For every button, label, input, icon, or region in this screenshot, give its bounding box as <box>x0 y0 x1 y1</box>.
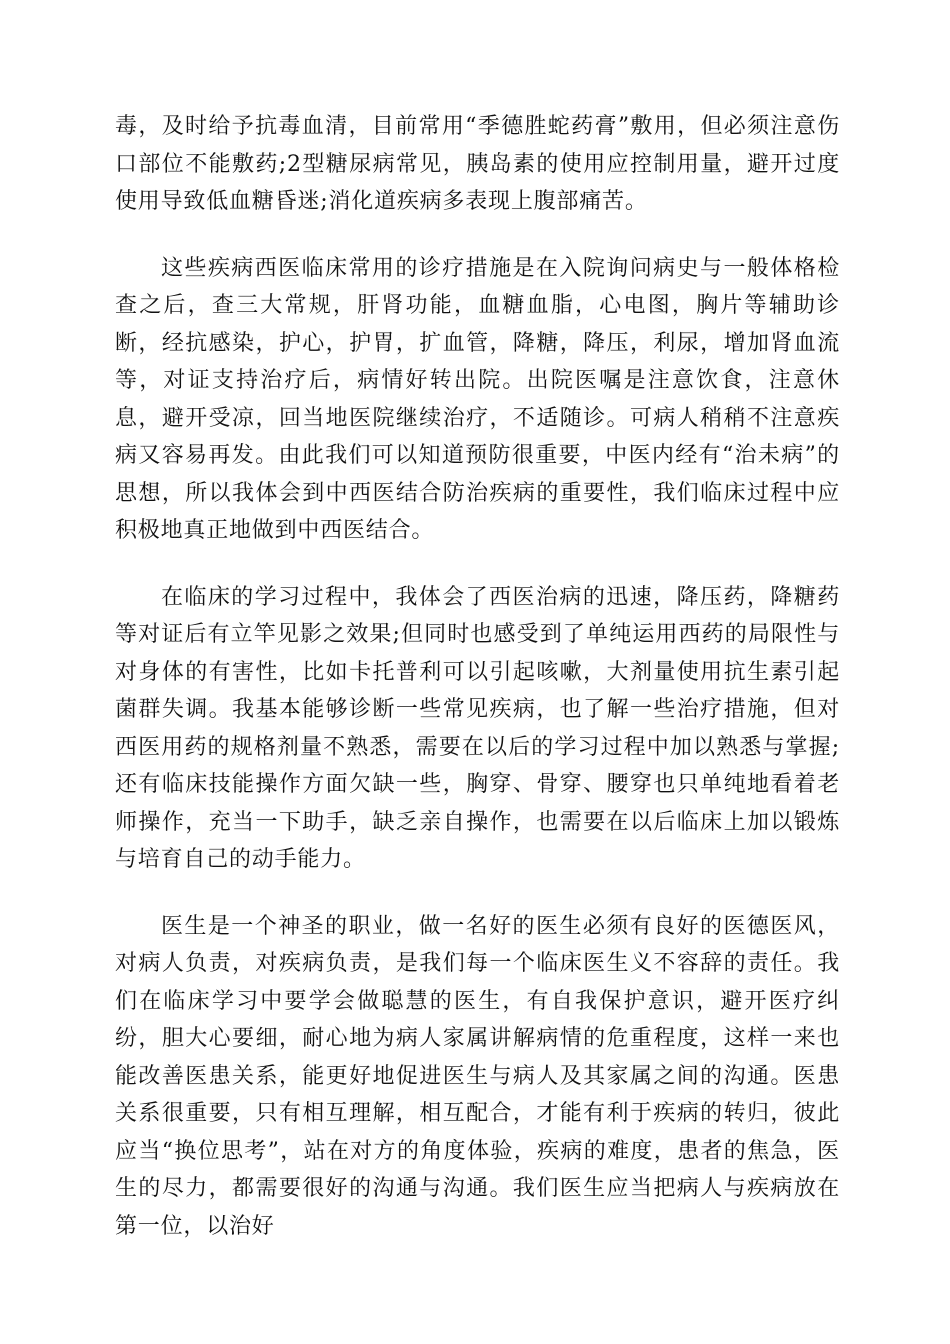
paragraph-3: 在临床的学习过程中，我体会了西医治病的迅速，降压药，降糖药等对证后有立竿见影之效果;但同时也感受到了单纯运用西药的局限性与对身体的有害性，比如卡托普利可以引起咳嗽，大剂量使用抗生素引起菌群失调。我基本能够诊断一些常见疾病，也了解一些治疗措施，但对西医用药的规格剂量不熟悉，需要在以后的学习过程中加以熟悉与掌握;还有临床技能操作方面欠缺一些，胸穿、骨穿、腰穿也只单纯地看着老师操作，充当一下助手，缺乏亲自操作，也需要在以后临床上加以锻炼与培育自己的动手能力。 <box>115 584 840 872</box>
paragraph-1: 毒，及时给予抗毒血清，目前常用“季德胜蛇药膏”敷用，但必须注意伤口部位不能敷药;2型糖尿病常见，胰岛素的使用应控制用量，避开过度使用导致低血糖昏迷;消化道疾病多表现上腹部痛苦。 <box>115 114 840 214</box>
paragraph-2: 这些疾病西医临床常用的诊疗措施是在入院询问病史与一般体格检查之后，查三大常规，肝肾功能，血糖血脂，心电图，胸片等辅助诊断，经抗感染，护心，护胃，扩血管，降糖，降压，利尿，增加肾血流等，对证支持治疗后，病情好转出院。出院医嘱是注意饮食，注意休息，避开受凉，回当地医院继续治疗，不适随诊。可病人稍稍不注意疾病又容易再发。由此我们可以知道预防很重要，中医内经有“治未病”的思想，所以我体会到中西医结合防治疾病的重要性，我们临床过程中应积极地真正地做到中西医结合。 <box>115 255 840 543</box>
paragraph-4: 医生是一个神圣的职业，做一名好的医生必须有良好的医德医风，对病人负责，对疾病负责，是我们每一个临床医生义不容辞的责任。我们在临床学习中要学会做聪慧的医生，有自我保护意识，避开医疗纠纷，胆大心要细，耐心地为病人家属讲解病情的危重程度，这样一来也能改善医患关系，能更好地促进医生与病人及其家属之间的沟通。医患关系很重要，只有相互理解，相互配合，才能有利于疾病的转归，彼此应当“换位思考”，站在对方的角度体验，疾病的难度，患者的焦急，医生的尽力，都需要很好的沟通与沟通。我们医生应当把病人与疾病放在第一位，以治好 <box>115 913 840 1239</box>
